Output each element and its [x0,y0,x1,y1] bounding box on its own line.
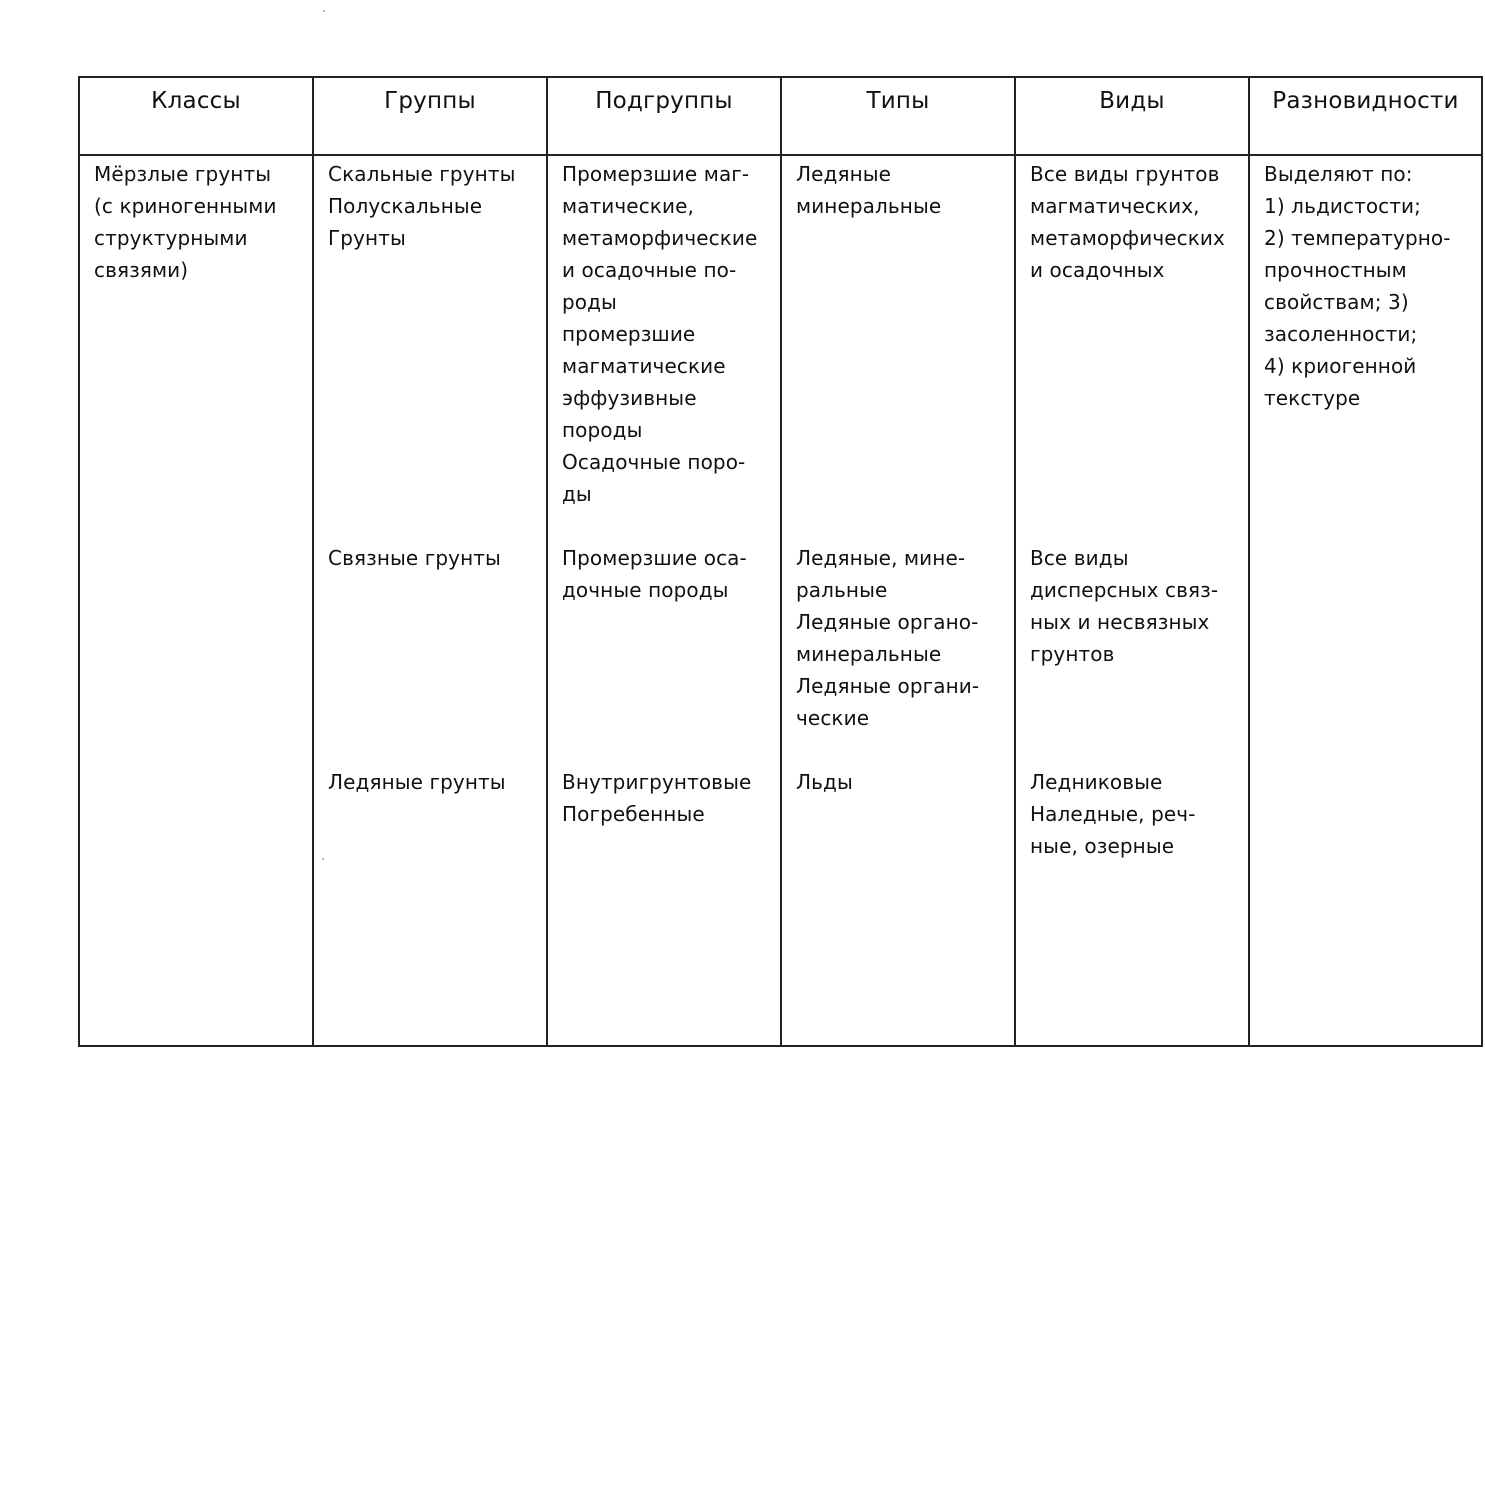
kind-rock-text: Все виды грунтов магматических, метаморфических и осадочных [1030,162,1225,282]
cell-varieties [1249,155,1482,1046]
soil-classification-table [78,76,1483,1047]
scan-speck [323,10,325,12]
classes-text: Мёрзлые грунты (с криногенными структурными связями) [94,162,277,282]
cell-classes [79,155,313,1046]
kind-cohesive-text: Все виды дисперсных связ- ных и несвязных грунтов [1030,546,1219,666]
header-varieties: Разновидности [1249,77,1482,155]
group-rock-text: Скальные грунты Полускальные Грунты [328,162,516,250]
cell-types [781,155,1015,1046]
subgroup-cohesive-text: Промерзшие оса- дочные породы [562,546,747,602]
header-groups: Группы [313,77,547,155]
subgroup-ice-text: Внутригрунтовые Погребенные [562,770,752,826]
type-rock-text: Ледяные минеральные [796,162,942,218]
varieties-text: Выделяют по: 1) льдистости; 2) температурно- прочностным свойствам; 3) засоленности; 4) криогенной текстуре [1264,162,1451,410]
kind-ice-text: Ледниковые Наледные, реч- ные, озерные [1030,770,1196,858]
header-types: Типы [781,77,1015,155]
header-subgroups: Подгруппы [547,77,781,155]
cell-groups [313,155,547,1046]
type-cohesive-text: Ледяные, мине- ральные Ледяные органо- минеральные Ледяные органи- ческие [796,546,980,730]
group-cohesive-text: Связные грунты [328,546,501,570]
header-classes: Классы [79,77,313,155]
group-ice-text: Ледяные грунты [328,770,506,794]
header-kinds: Виды [1015,77,1249,155]
subgroup-rock-text: Промерзшие маг- матические, метаморфические и осадочные по- роды промерзшие магматические эффузивные породы Осадочные поро- ды [562,162,758,506]
type-ice-text: Льды [796,770,853,794]
table-body-row [79,155,1482,1046]
cell-subgroups [547,155,781,1046]
table-header-row [79,77,1482,155]
cell-kinds [1015,155,1249,1046]
